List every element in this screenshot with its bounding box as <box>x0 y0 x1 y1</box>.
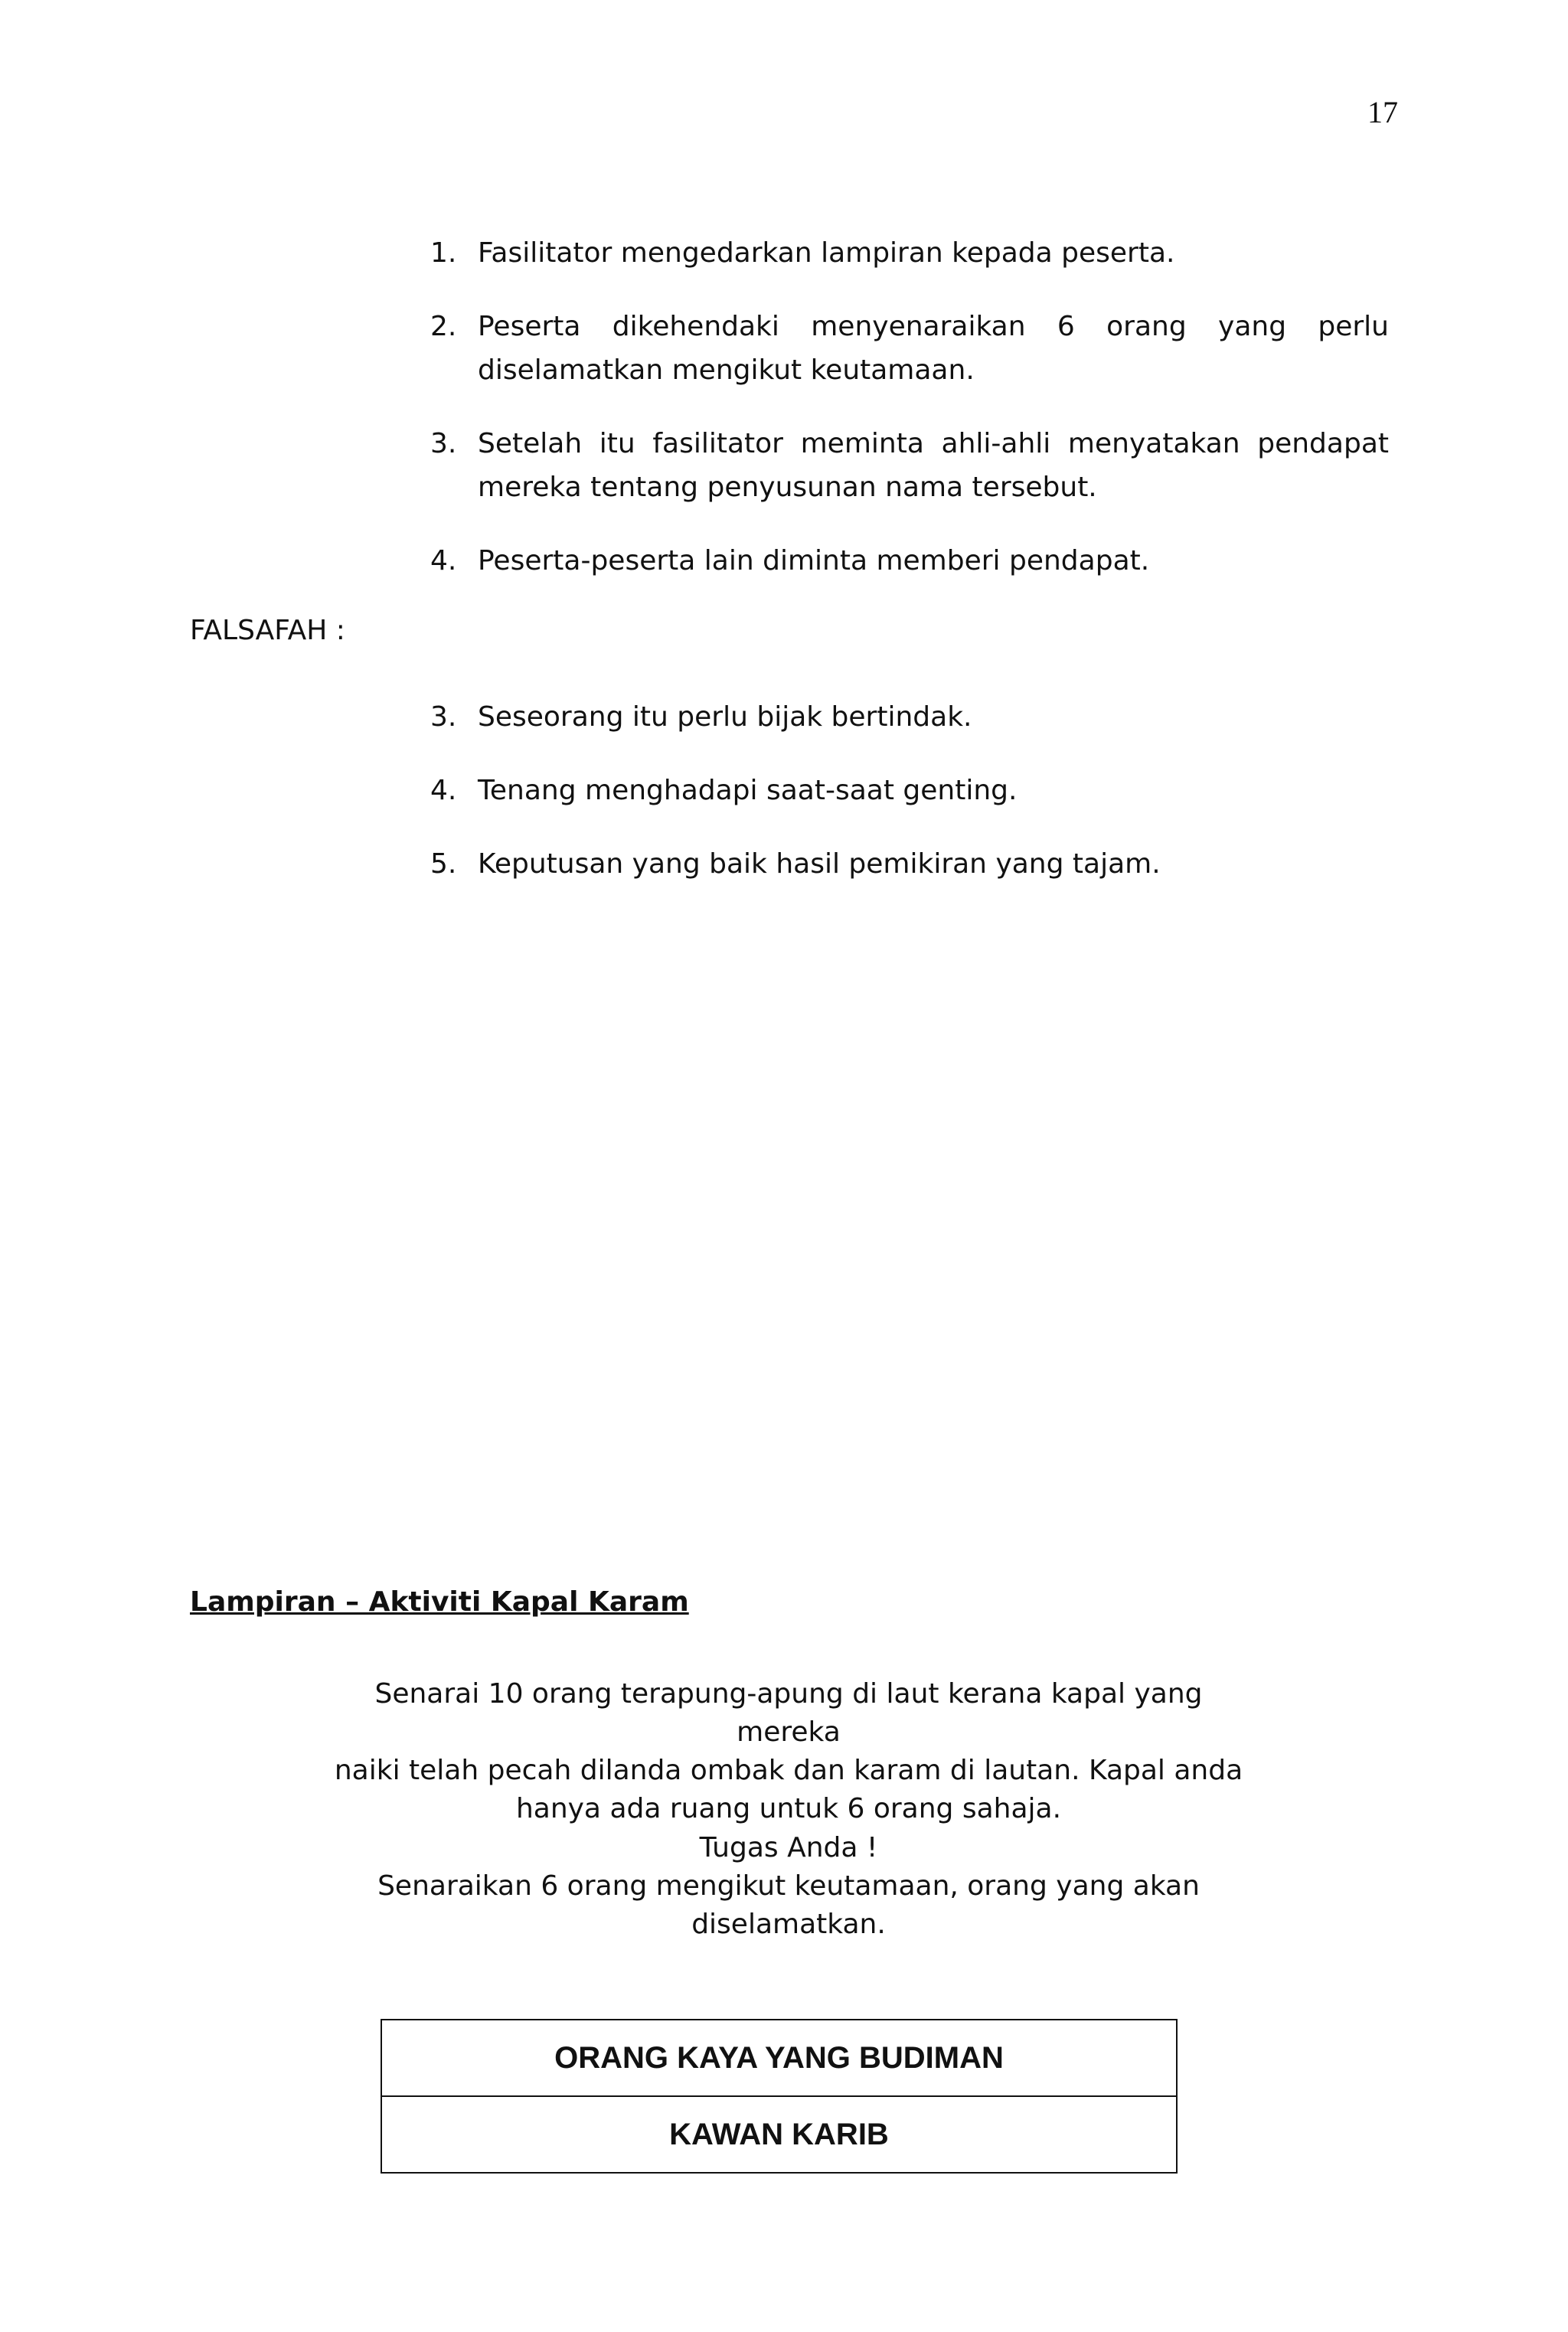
list-item-number: 2. <box>430 311 457 342</box>
list-item <box>430 231 1389 275</box>
table-row <box>381 2096 1177 2173</box>
list-item <box>430 695 1389 739</box>
activity-steps-list <box>430 231 1389 612</box>
falsafah-label: FALSAFAH : <box>190 615 345 646</box>
list-item <box>430 539 1389 583</box>
list-item-number: 4. <box>430 775 457 806</box>
list-item-number: 5. <box>430 848 457 880</box>
intro-line: naiki telah pecah dilanda ombak dan karam di lautan. Kapal anda <box>334 1755 1243 1786</box>
falsafah-list <box>430 695 1389 916</box>
list-item <box>430 842 1389 886</box>
list-item <box>430 769 1389 812</box>
list-item-text: Keputusan yang baik hasil pemikiran yang tajam. <box>478 848 1161 880</box>
list-item-number: 4. <box>430 545 457 576</box>
intro-line: hanya ada ruang untuk 6 orang sahaja. <box>515 1793 1062 1824</box>
task-line: diselamatkan. <box>691 1909 886 1940</box>
table-cell: KAWAN KARIB <box>381 2096 1177 2173</box>
list-item-text: Setelah itu fasilitator meminta ahli-ahli menyatakan pendapat mereka tentang penyusunan nama tersebut. <box>478 428 1389 503</box>
task-title: Tugas Anda ! <box>699 1832 878 1863</box>
task-line: Senaraikan 6 orang mengikut keutamaan, orang yang akan <box>377 1870 1200 1902</box>
list-item <box>430 305 1389 392</box>
page-number: 17 <box>1367 95 1398 129</box>
table-cell: ORANG KAYA YANG BUDIMAN <box>381 2020 1177 2096</box>
list-item-number: 1. <box>430 237 457 269</box>
table-row <box>381 2020 1177 2096</box>
list-item-text: Tenang menghadapi saat-saat genting. <box>478 775 1018 806</box>
list-item-number: 3. <box>430 701 457 733</box>
list-item-text: Peserta-peserta lain diminta memberi pendapat. <box>478 545 1150 576</box>
lampiran-intro <box>329 1675 1248 1828</box>
list-item-text: Fasilitator mengedarkan lampiran kepada peserta. <box>478 237 1175 269</box>
lampiran-task <box>329 1829 1248 1944</box>
list-item <box>430 422 1389 509</box>
lampiran-heading: Lampiran – Aktiviti Kapal Karam <box>190 1586 689 1618</box>
intro-line: Senarai 10 orang terapung-apung di laut kerana kapal yang mereka <box>374 1678 1203 1748</box>
list-item-text: Seseorang itu perlu bijak bertindak. <box>478 701 972 733</box>
people-table <box>381 2019 1178 2174</box>
list-item-text: Peserta dikehendaki menyenaraikan 6 orang yang perlu diselamatkan mengikut keutamaan. <box>478 311 1389 386</box>
list-item-number: 3. <box>430 428 457 459</box>
